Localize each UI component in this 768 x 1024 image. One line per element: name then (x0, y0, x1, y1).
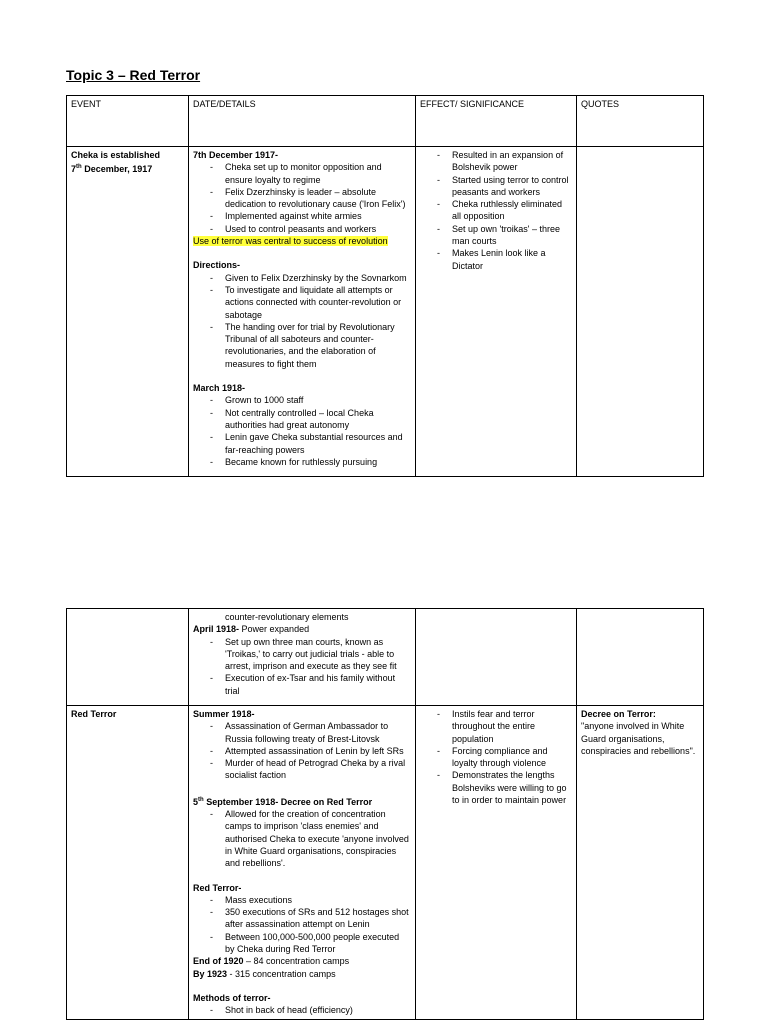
methods-heading: Methods of terror- (193, 992, 271, 1003)
cell-effect-red-terror (416, 706, 577, 1020)
cell-details-cheka (189, 147, 416, 477)
summer-1918-heading: Summer 1918- (193, 709, 255, 719)
table-row-cheka (67, 147, 704, 477)
list-item: - Allowed for the creation of concentration camps to imprison 'class enemies' and authorised Cheka to execute 'anyone involved in White Guard organisations, conspiracies and rebellions'. (225, 808, 411, 869)
list-item: - Assassination of German Ambassador to Russia following treaty of Brest-Litovsk (225, 720, 411, 745)
highlighted-statement: Use of terror was central to success of revolution (193, 236, 388, 247)
cell-details-red-terror (189, 706, 416, 1020)
header-quotes: QUOTES (577, 96, 704, 147)
event-cheka-title: Cheka is established (71, 150, 161, 160)
list-item: - Instils fear and terror throughout the entire population (452, 708, 572, 745)
list-item: - Murder of head of Petrograd Cheka by a rival socialist faction (225, 757, 411, 782)
by-1923-line: By 1923 - 315 concentration camps (193, 968, 336, 979)
list-item: - The handing over for trial by Revolutionary Tribunal of all saboteurs and counter-revolutionaries, and the elaboration of measures to fight them (225, 321, 411, 370)
cell-event-continued (67, 609, 189, 706)
event-red-terror-title: Red Terror (71, 709, 117, 719)
april-1918-line: April 1918- Power expanded (193, 624, 310, 635)
table-row-red-terror (67, 706, 704, 1020)
continued-text: counter-revolutionary elements (225, 612, 349, 622)
header-row (67, 96, 704, 147)
table-row-cheka-continued (67, 609, 704, 706)
effects-red-terror-list (420, 708, 572, 806)
list-item: - Resulted in an expansion of Bolshevik power (452, 149, 572, 174)
list-item: - Set up own three man courts, known as 'Troikas,' to carry out judicial trials - able to arrest, imprison and execute as they see fit (225, 636, 411, 673)
cell-quotes-red-terror (577, 706, 704, 1020)
cell-quotes-cheka (577, 147, 704, 477)
list-item: - Lenin gave Cheka substantial resources and far-reaching powers (225, 431, 411, 456)
list-item: - Grown to 1000 staff (225, 394, 411, 406)
effects-cheka-list (420, 149, 572, 272)
list-item: - Became known for ruthlessly pursuing (225, 456, 411, 468)
list-item: - Used to control peasants and workers (225, 223, 411, 235)
list-item: - Started using terror to control peasants and workers (452, 174, 572, 199)
directions-heading: Directions- (193, 260, 241, 271)
dec-1917-heading: 7th December 1917- (193, 150, 279, 160)
list-item: - 350 executions of SRs and 512 hostages shot after assassination attempt on Lenin (225, 906, 411, 931)
list-item: - Execution of ex-Tsar and his family without trial (225, 672, 411, 697)
march-1918-list (193, 394, 411, 468)
header-date-details: DATE/DETAILS (189, 96, 416, 147)
red-terror-table-page-1 (66, 95, 704, 477)
list-item: - Felix Dzerzhinsky is leader – absolute dedication to revolutionary cause ('Iron Felix') (225, 186, 411, 211)
header-event: EVENT (67, 96, 189, 147)
cell-quotes-continued (577, 609, 704, 706)
event-cheka-date: 7th December, 1917 (71, 164, 153, 175)
list-item: - Demonstrates the lengths Bolsheviks were willing to go to in order to maintain power (452, 769, 572, 806)
sept-1918-heading: 5th September 1918- Decree on Red Terror (193, 796, 373, 807)
red-terror-heading: Red Terror- (193, 882, 242, 893)
list-item: - Attempted assassination of Lenin by left SRs (225, 745, 411, 757)
list-item: - Shot in back of head (efficiency) (225, 1004, 411, 1016)
list-item: - Implemented against white armies (225, 210, 411, 222)
end-1920-line: End of 1920 – 84 concentration camps (193, 956, 350, 967)
cell-effect-cheka (416, 147, 577, 477)
list-item: - Makes Lenin look like a Dictator (452, 247, 572, 272)
quote-text: "anyone involved in White Guard organisations, conspiracies and rebellions". (581, 721, 696, 756)
red-terror-table-page-2 (66, 608, 704, 1020)
list-item: - To investigate and liquidate all attempts or actions connected with counter-revolution or sabotage (225, 284, 411, 321)
cell-event-red-terror (67, 706, 189, 1020)
header-effect-significance: EFFECT/ SIGNIFICANCE (416, 96, 577, 147)
list-item: - Mass executions (225, 894, 411, 906)
list-item: - Given to Felix Dzerzhinsky by the Sovnarkom (225, 272, 411, 284)
list-item: - Between 100,000-500,000 people executed by Cheka during Red Terror (225, 931, 411, 956)
list-item: - Cheka ruthlessly eliminated all opposition (452, 198, 572, 223)
methods-list (193, 1004, 411, 1016)
document-title: Topic 3 – Red Terror (66, 67, 201, 83)
quote-label: Decree on Terror: (581, 709, 656, 719)
sept-1918-list (193, 808, 411, 869)
list-item: - Cheka set up to monitor opposition and ensure loyalty to regime (225, 161, 411, 186)
cell-event-cheka (67, 147, 189, 477)
march-1918-heading: March 1918- (193, 383, 246, 394)
list-item: - Set up own 'troikas' – three man courts (452, 223, 572, 248)
dec-1917-list (193, 161, 411, 235)
directions-list (193, 272, 411, 370)
cell-effect-continued (416, 609, 577, 706)
red-terror-list (193, 894, 411, 955)
april-1918-list (193, 636, 411, 697)
summer-1918-list (193, 720, 411, 781)
cell-details-continued (189, 609, 416, 706)
list-item: - Forcing compliance and loyalty through violence (452, 745, 572, 770)
list-item: - Not centrally controlled – local Cheka authorities had great autonomy (225, 407, 411, 432)
